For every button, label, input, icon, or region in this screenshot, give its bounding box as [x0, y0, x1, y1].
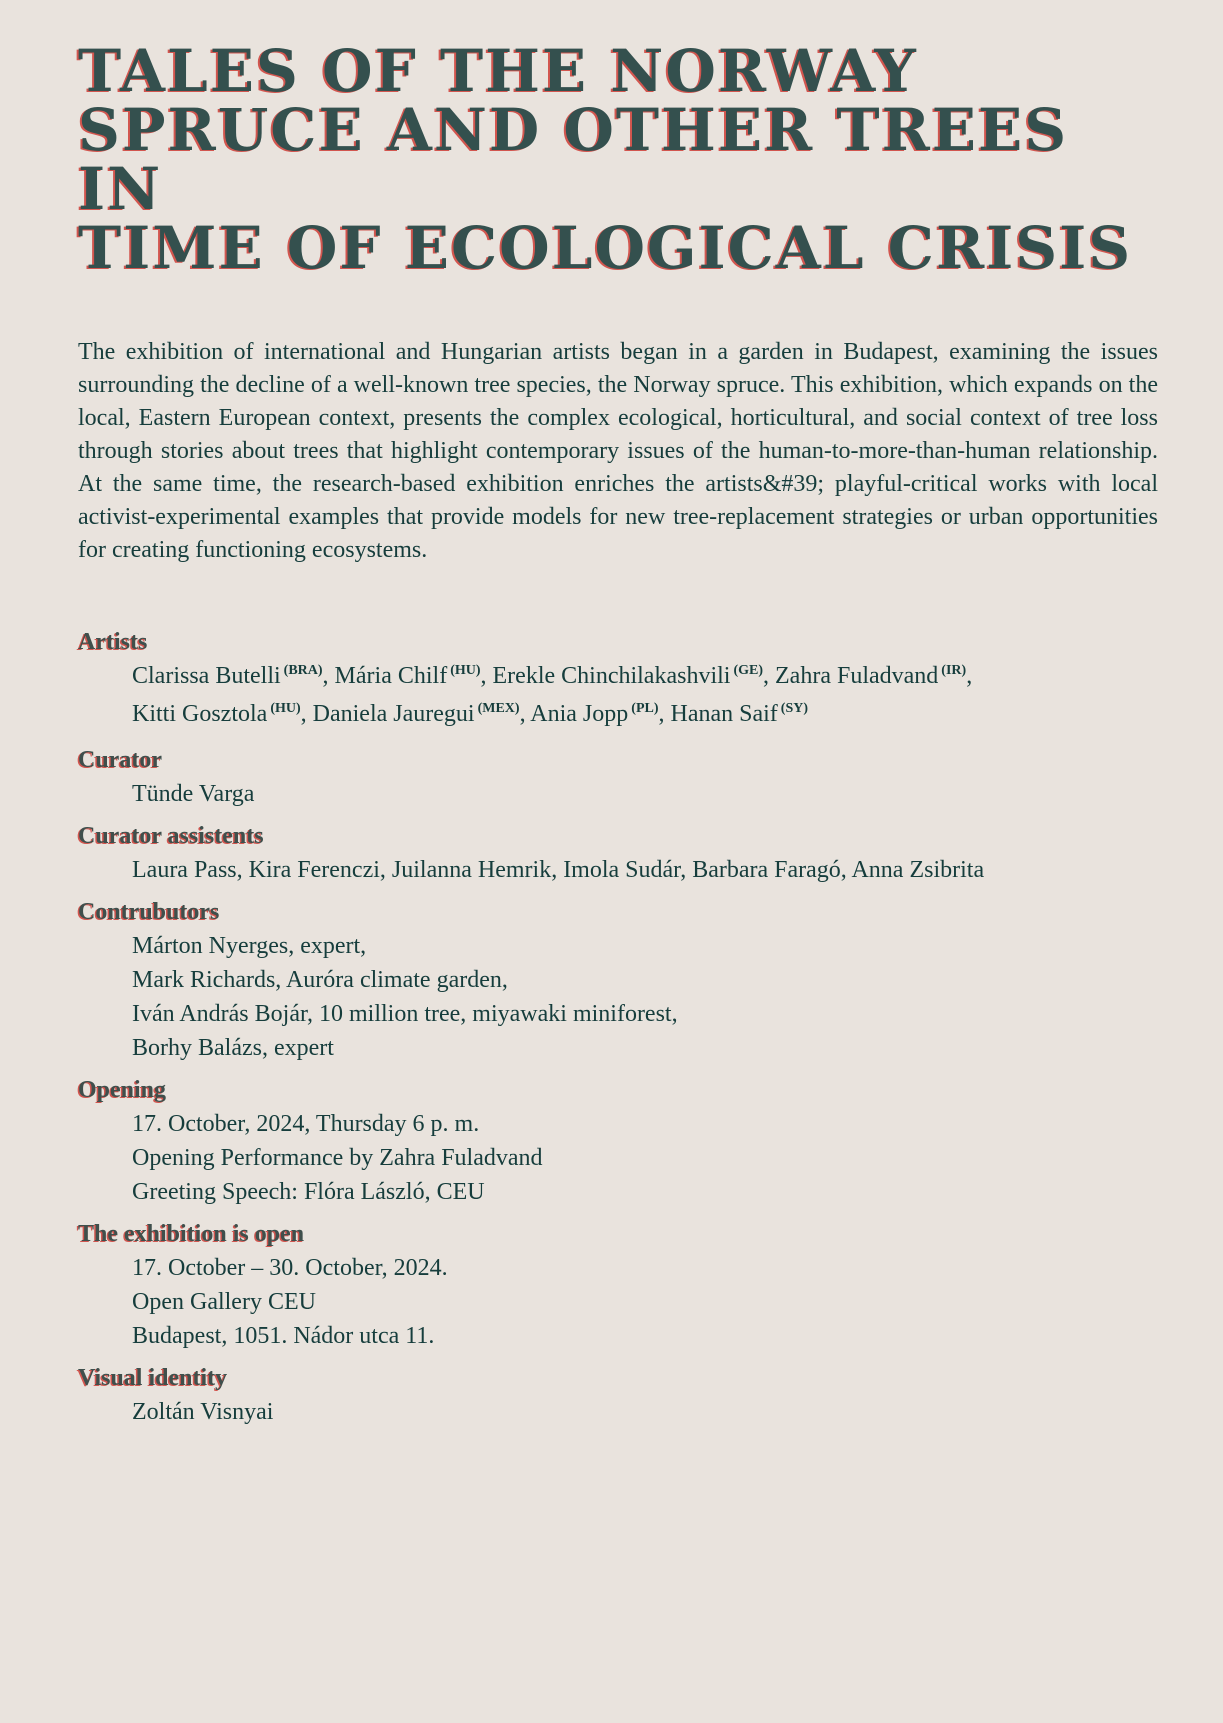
contributor-line: Mark Richards, Auróra climate garden, [132, 967, 508, 993]
artist-entry [132, 701, 313, 727]
artist-entry [493, 663, 776, 689]
opening-section [78, 1073, 1158, 1209]
artists-section [78, 625, 1158, 735]
artist-separator: , [658, 701, 671, 727]
artist-country-code: (HU) [450, 663, 481, 678]
artist-entry [530, 701, 670, 727]
exhibition-address: Budapest, 1051. Nádor utca 11. [132, 1323, 435, 1349]
curator-name: Tünde Varga [132, 781, 255, 807]
title-line-2: SPRUCE AND OTHER TREES IN [78, 96, 1069, 223]
exhibition-dates: 17. October – 30. October, 2024. [132, 1255, 448, 1281]
title-line-3: TIME OF ECOLOGICAL CRISIS [78, 214, 1133, 282]
exhibition-description: The exhibition of international and Hungarian artists began in a garden in Budapest, examining the issues surrounding the decline of a well-known tree species, the Norway spruce. This exhibition, which expands on the local, Eastern European context, presents the complex ecological, horticultural, and social context of tree loss through stories about trees that highlight contemporary issues of the human-to-more-than-human relationship. At the same time, the research-based exhibition enriches the artists&#39; playful-critical works with local activist-experimental examples that provide models for new tree-replacement strategies or urban opportunities for creating functioning ecosystems. [78, 339, 1158, 563]
artist-country-code: (PL) [631, 701, 659, 716]
artist-separator: , [763, 663, 776, 689]
contributor-line: Márton Nyerges, expert, [132, 933, 367, 959]
artist-country-code: (MEX) [477, 701, 520, 716]
contributor-line: Borhy Balázs, expert [132, 1035, 334, 1061]
artist-entry [335, 663, 493, 689]
opening-date: 17. October, 2024, Thursday 6 p. m. [132, 1111, 480, 1137]
visual-identity-name: Zoltán Visnyai [132, 1399, 274, 1425]
artist-separator: , [322, 663, 335, 689]
artist-separator: , [480, 663, 493, 689]
artist-name: Erekle Chinchilakashvili [492, 663, 731, 689]
artist-separator: , [300, 701, 313, 727]
visual-identity-heading: Visual identity [78, 1365, 228, 1391]
artist-name: Ania Jopp [530, 701, 629, 727]
opening-heading: Opening [78, 1077, 167, 1103]
artist-entry [671, 701, 809, 727]
artist-name: Daniela Jauregui [312, 701, 475, 727]
artist-country-code: (IR) [941, 663, 967, 678]
artist-name: Hanan Saif [670, 701, 778, 727]
credits-list [78, 625, 1158, 1429]
exhibition-open-heading: The exhibition is open [78, 1221, 305, 1247]
contributor-line: Iván András Bojár, 10 million tree, miyawaki miniforest, [132, 1001, 678, 1027]
title-line-1: TALES OF THE NORWAY [78, 37, 918, 105]
artist-country-code: (BRA) [283, 663, 323, 678]
artist-entry [775, 663, 972, 689]
curator-heading: Curator [78, 747, 162, 773]
artist-country-code: (HU) [270, 701, 301, 716]
opening-greeting: Greeting Speech: Flóra László, CEU [132, 1179, 485, 1205]
exhibition-open-section [78, 1217, 1158, 1353]
artist-entry [313, 701, 531, 727]
artist-separator: , [966, 663, 973, 689]
artists-heading: Artists [78, 629, 148, 655]
artist-name: Zahra Fuladvand [775, 663, 939, 689]
opening-performance: Opening Performance by Zahra Fuladvand [132, 1145, 543, 1171]
artists-line-1 [78, 659, 1158, 697]
visual-identity-section [78, 1361, 1158, 1429]
curator-assistants-heading: Curator assistents [78, 823, 264, 849]
artist-separator: , [519, 701, 531, 727]
contributors-heading: Contrubutors [78, 899, 220, 925]
curator-assistants-names: Laura Pass, Kira Ferenczi, Juilanna Hemrik, Imola Sudár, Barbara Faragó, Anna Zsibrita [132, 857, 985, 883]
exhibition-venue: Open Gallery CEU [132, 1289, 316, 1315]
poster-page [78, 37, 1158, 1437]
artist-name: Mária Chilf [334, 663, 448, 689]
artist-name: Kitti Gosztola [132, 701, 268, 727]
artist-country-code: (GE) [733, 663, 764, 678]
artist-name: Clarissa Butelli [132, 663, 281, 689]
artist-entry [132, 663, 335, 689]
curator-section [78, 743, 1158, 811]
artist-country-code: (SY) [780, 701, 809, 716]
artists-line-2 [78, 697, 1158, 735]
curator-assistants-section [78, 819, 1158, 887]
exhibition-title [78, 37, 1158, 282]
contributors-section [78, 895, 1158, 1065]
